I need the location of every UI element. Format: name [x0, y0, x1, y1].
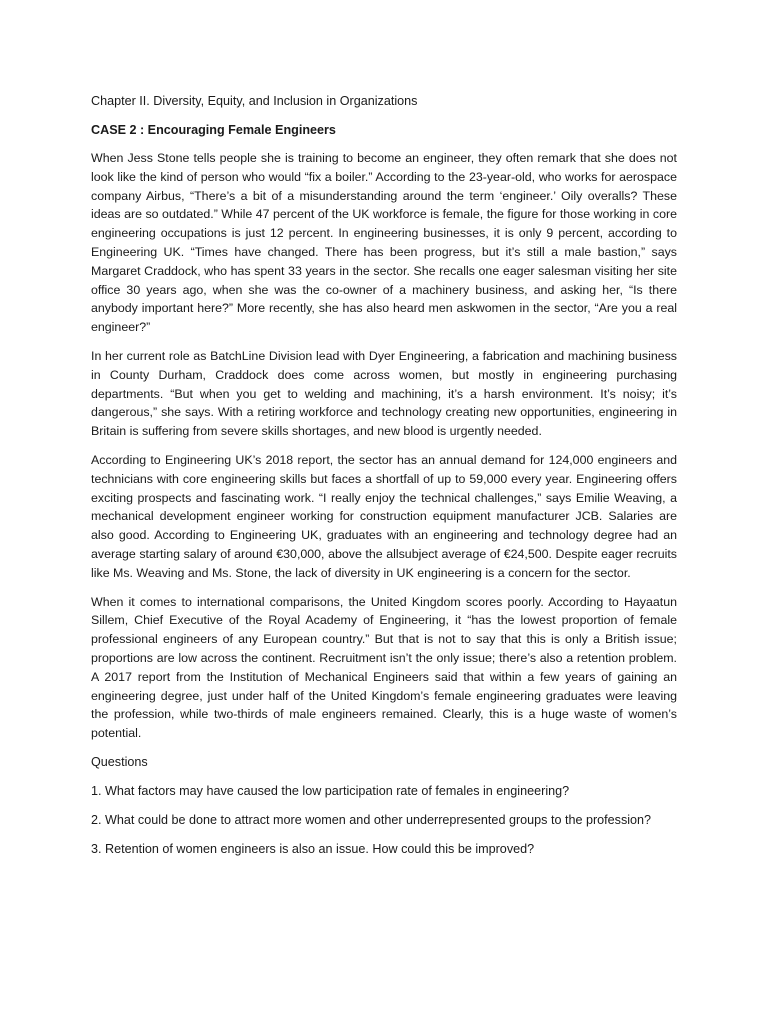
paragraph-3: According to Engineering UK’s 2018 report, the sector has an annual demand for 124,000 engineers and technicians with core engineering skills but faces a shortfall of up to 59,000 every year. Engineering offers exciting prospects and fascinating work. “I really enjoy the technical challenges,” says Emilie Weaving, a mechanical development engineer working for construction equipment manufacturer JCB. Salaries are also good. According to Engineering UK, graduates with an engineering and technology degree had an average starting salary of around €30,000, above the allsubject average of €24,500. Despite eager recruits like Ms. Weaving and Ms. Stone, the lack of diversity in UK engineering is a concern for the sector.: [91, 452, 677, 580]
question-1: 1. What factors may have caused the low participation rate of females in engineering?: [91, 783, 570, 798]
question-2: 2. What could be done to attract more women and other underrepresented groups to the profession?: [91, 812, 652, 827]
question-3: 3. Retention of women engineers is also an issue. How could this be improved?: [91, 841, 535, 856]
paragraph-2: In her current role as BatchLine Division lead with Dyer Engineering, a fabrication and machining business in County Durham, Craddock does come across women, but mostly in engineering purchasing departments. “But when you get to welding and machining, it’s a harsh environment. It’s noisy; it’s dangerous,” she says. With a retiring workforce and technology creating new opportunities, engineering in Britain is suffering from severe skills shortages, and new blood is urgently needed.: [91, 348, 677, 439]
questions-heading: Questions: [91, 754, 148, 769]
paragraph-4: When it comes to international comparisons, the United Kingdom scores poorly. According to Hayaatun Sillem, Chief Executive of the Royal Academy of Engineering, it “has the lowest proportion of female professional engineers of any European country.” But that is not to say that this is only a British issue; proportions are low across the continent. Recruitment isn’t the only issue; there’s also a retention problem. A 2017 report from the Institution of Mechanical Engineers said that within a few years of gaining an engineering degree, just under half of the United Kingdom’s female engineering graduates were leaving the profession, while two-thirds of male engineers remained. Clearly, this is a huge waste of women’s potential.: [91, 594, 677, 741]
document-page: [91, 92, 677, 869]
chapter-heading: Chapter II. Diversity, Equity, and Inclusion in Organizations: [91, 94, 418, 108]
paragraph-1: When Jess Stone tells people she is training to become an engineer, they often remark that she does not look like the kind of person who would “fix a boiler.” According to the 23-year-old, who works for aerospace company Airbus, “There’s a bit of a misunderstanding around the term ‘engineer.’ Oily overalls? These ideas are so outdated.” While 47 percent of the UK workforce is female, the figure for those working in core engineering occupations is just 12 percent. In engineering businesses, it is only 9 percent, according to Engineering UK. “Times have changed. There has been progress, but it’s still a male bastion,” says Margaret Craddock, who has spent 33 years in the sector. She recalls one eager salesman visiting her site office 30 years ago, when she was the co-owner of a machinery business, and asking her, “Is there anybody important here?” More recently, she has also heard men askwomen in the sector, “Are you a real engineer?”: [91, 151, 677, 335]
case-title: CASE 2 : Encouraging Female Engineers: [91, 123, 336, 137]
